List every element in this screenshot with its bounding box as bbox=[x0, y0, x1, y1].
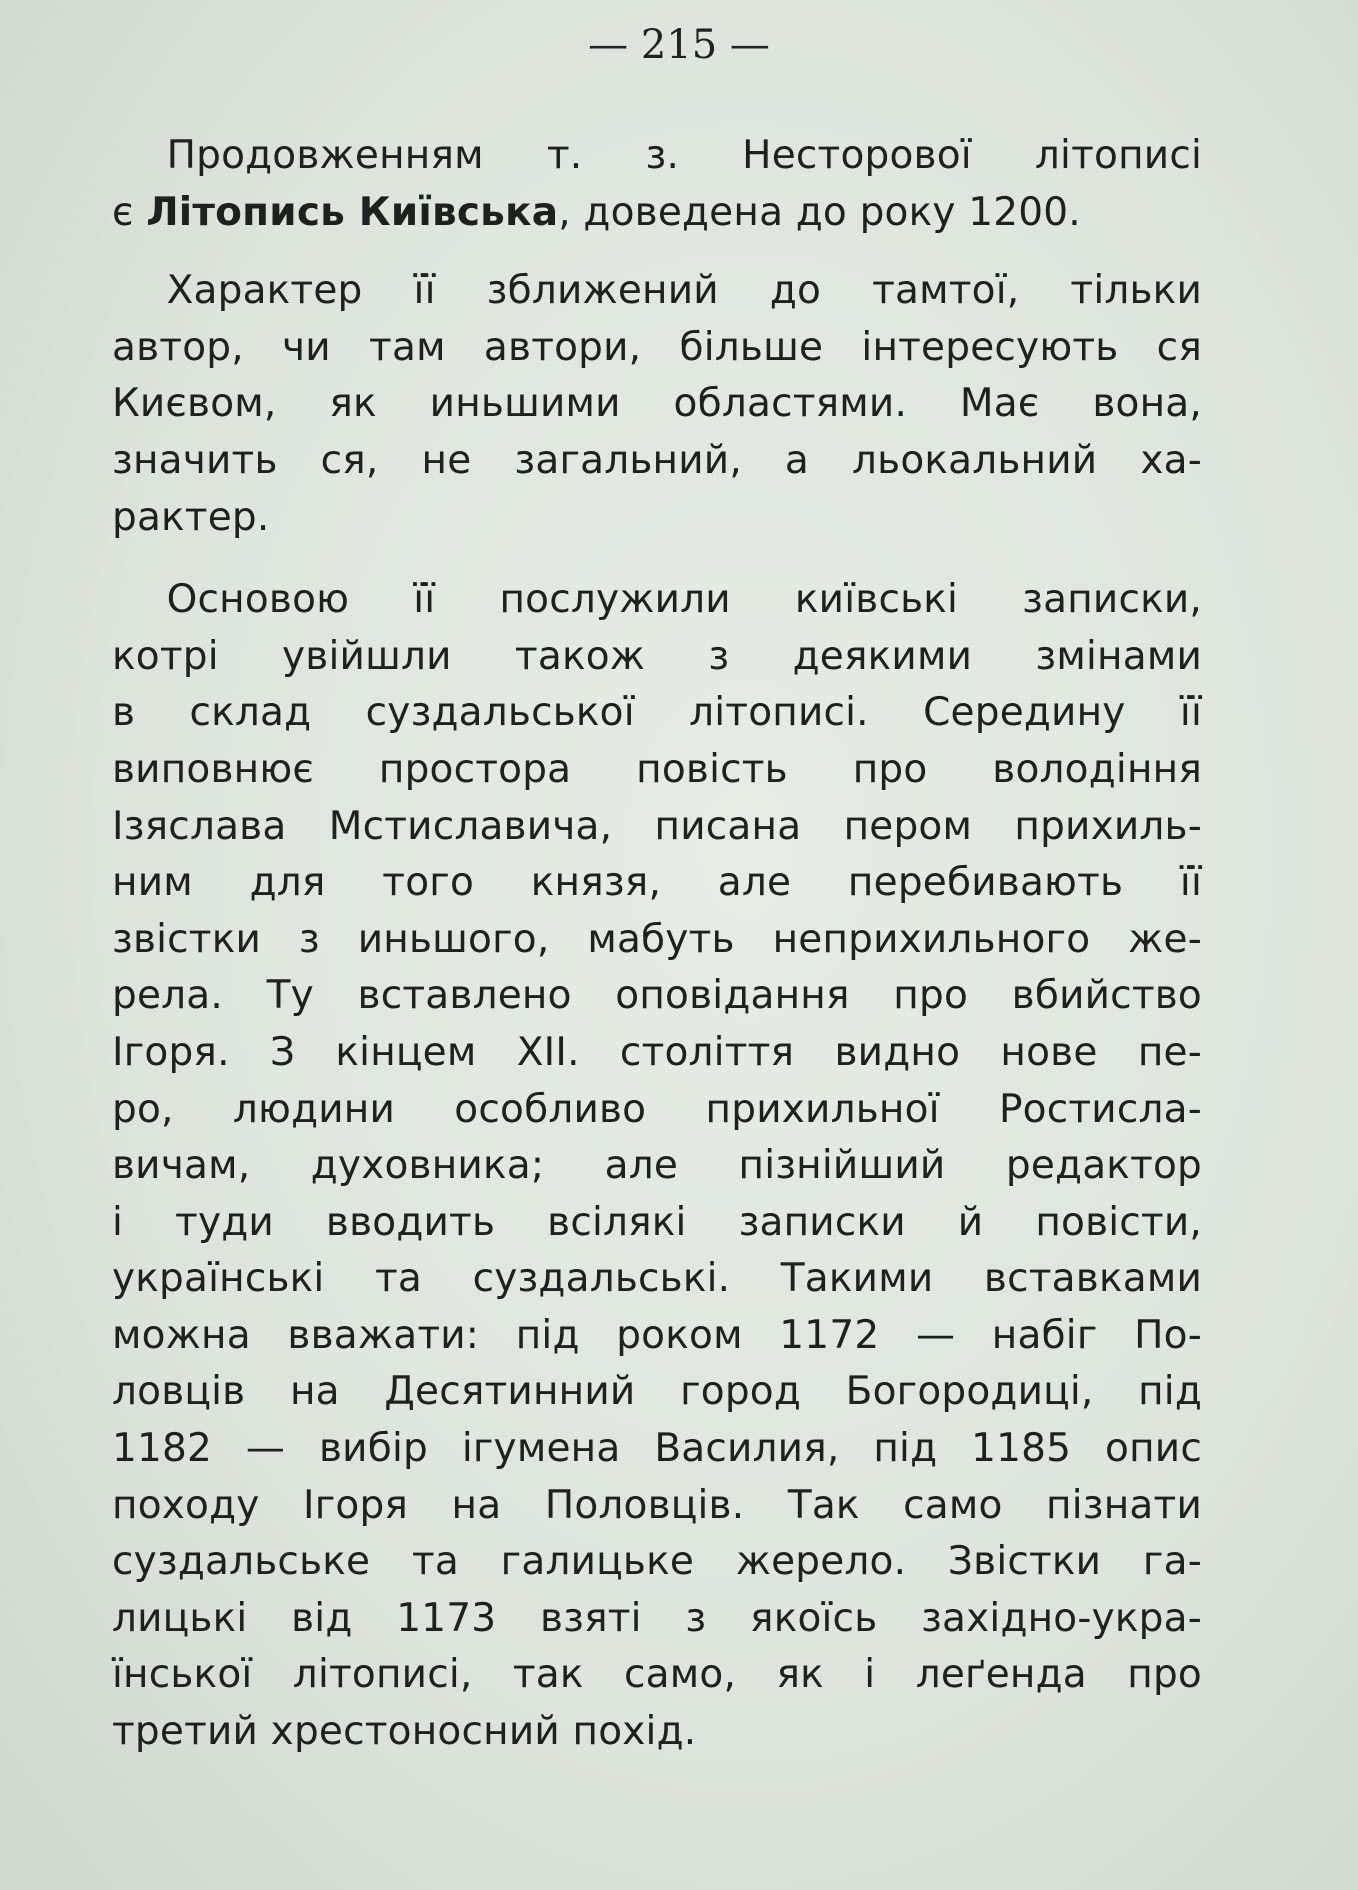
text-line: ро, людини особливо прихильної Ростисла- bbox=[112, 1086, 1202, 1132]
paragraph bbox=[112, 572, 1202, 1760]
text-line: рактер. bbox=[112, 494, 270, 540]
text-line: і туди вводить всілякі записки й повісти, bbox=[112, 1199, 1202, 1245]
paragraph bbox=[112, 263, 1202, 546]
text-line: Продовженням т. з. Несторової літописі bbox=[166, 133, 1202, 178]
text-line: Києвом, як иньшими областями. Має вона, bbox=[112, 381, 1202, 427]
text-line: Основою її послужили київські записки, bbox=[166, 577, 1202, 623]
text-line: Ігоря. З кінцем XII. століття видно нове пе- bbox=[112, 1029, 1202, 1075]
text-line: в склад суздальської літописі. Середину її bbox=[112, 690, 1202, 736]
text-line: котрі увійшли також з деякими змінами bbox=[112, 633, 1202, 679]
text-line: ловців на Десятинний город Богородиці, під bbox=[112, 1369, 1202, 1415]
text-line: вичам, духовника; але пізнійший редактор bbox=[112, 1143, 1202, 1189]
text-line: 1182 — вибір ігумена Василия, під 1185 опис bbox=[112, 1426, 1202, 1472]
page-number: — 215 — bbox=[588, 22, 770, 68]
text-line: Ізяслава Мстиславича, писана пером прихиль- bbox=[112, 803, 1202, 849]
text-line: походу Ігоря на Половців. Так само пізнати bbox=[112, 1482, 1202, 1528]
text-line: виповнює простора повість про володіння bbox=[112, 746, 1202, 792]
text-line: українські та суздальські. Такими вставками bbox=[112, 1256, 1202, 1302]
text-line: ним для того князя, але перебивають її bbox=[112, 860, 1202, 906]
text-line: значить ся, не загальний, а льокальний ха- bbox=[112, 437, 1202, 483]
text-line: рела. Ту вставлено оповідання про вбийство bbox=[112, 973, 1202, 1019]
bold-title: Літопись Київська bbox=[146, 189, 559, 235]
text-line: звістки з иньшого, мабуть неприхильного же- bbox=[112, 916, 1202, 962]
text-line: Характер її зближений до тамтої, тільки bbox=[166, 268, 1202, 314]
page-text bbox=[112, 128, 1202, 1781]
text-line: лицькі від 1173 взяті з якоїсь західно-укра- bbox=[112, 1595, 1202, 1641]
text-line: їнської літописі, так само, як і леґенда про bbox=[112, 1652, 1202, 1698]
paragraph bbox=[112, 128, 1202, 241]
text-line: третий хрестоносний похід. bbox=[112, 1709, 697, 1755]
text-line: можна вважати: під роком 1172 — набіг По- bbox=[112, 1312, 1202, 1358]
text-line: автор, чи там автори, більше інтересують ся bbox=[112, 324, 1202, 370]
text-line: є Літопись Київська, доведена до року 1200. bbox=[112, 189, 1081, 235]
text-line: суздальське та галицьке жерело. Звістки га- bbox=[112, 1539, 1202, 1585]
